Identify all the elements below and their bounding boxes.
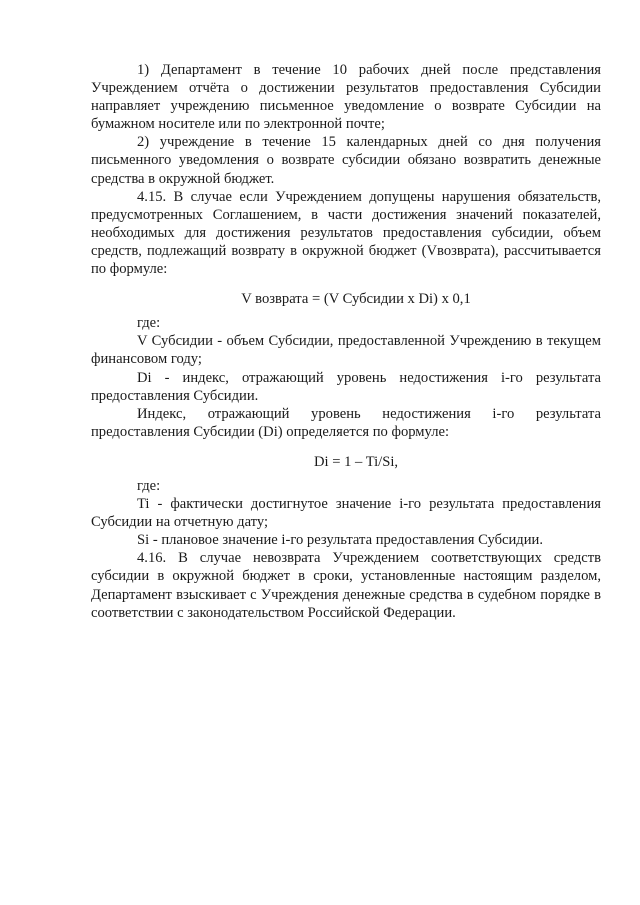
paragraph-4-16: 4.16. В случае невозврата Учреждением соответствующих средств субсидии в окружной бюджет в сроки, установленные настоящим разделом, Департамент взыскивает с Учреждения денежные средства в судебном порядке в соответствии с законодательством Российской Федерации. [91,550,601,621]
paragraph-notification: 1) Департамент в течение 10 рабочих дней после представления Учреждением отчёта о достижении результатов предоставления Субсидии направляет учреждению письменное уведомление о возврате Субсидии на бумажном носителе или по электронной почте; [91,62,601,133]
formula-v-return: V возврата = (V Субсидии x Di) x 0,1 [241,291,471,308]
definition-ti: Ti - фактически достигнутое значение i-го результата предоставления Субсидии на отчетную дату; [91,496,601,531]
where-label-2: где: [137,477,161,494]
definition-v-subsidy: V Субсидии - объем Субсидии, предоставленной Учреждению в текущем финансовом году; [91,333,601,368]
paragraph-4-15: 4.15. В случае если Учреждением допущены нарушения обязательств, предусмотренных Соглашением, в части достижения значений показателей, необходимых для достижения результатов предоставления субсидии, объем средств, подлежащий возврату в окружной бюджет (Vвозврата), рассчитывается по формуле: [91,188,601,278]
document-page [91,61,601,622]
definition-si: Si - плановое значение i-го результата предоставления Субсидии. [137,532,544,549]
definition-di: Di - индекс, отражающий уровень недостижения i-го результата предоставления Субсидии. [91,369,601,404]
formula-di: Di = 1 – Ti/Si, [313,453,399,470]
paragraph-return-obligation: 2) учреждение в течение 15 календарных дней со дня получения письменного уведомления о возврате субсидии обязано возвратить денежные средства в окружной бюджет. [91,134,601,187]
where-label-1: где: [137,315,161,332]
paragraph-index-formula: Индекс, отражающий уровень недостижения i-го результата предоставления Субсидии (Di) определяется по формуле: [91,405,601,440]
